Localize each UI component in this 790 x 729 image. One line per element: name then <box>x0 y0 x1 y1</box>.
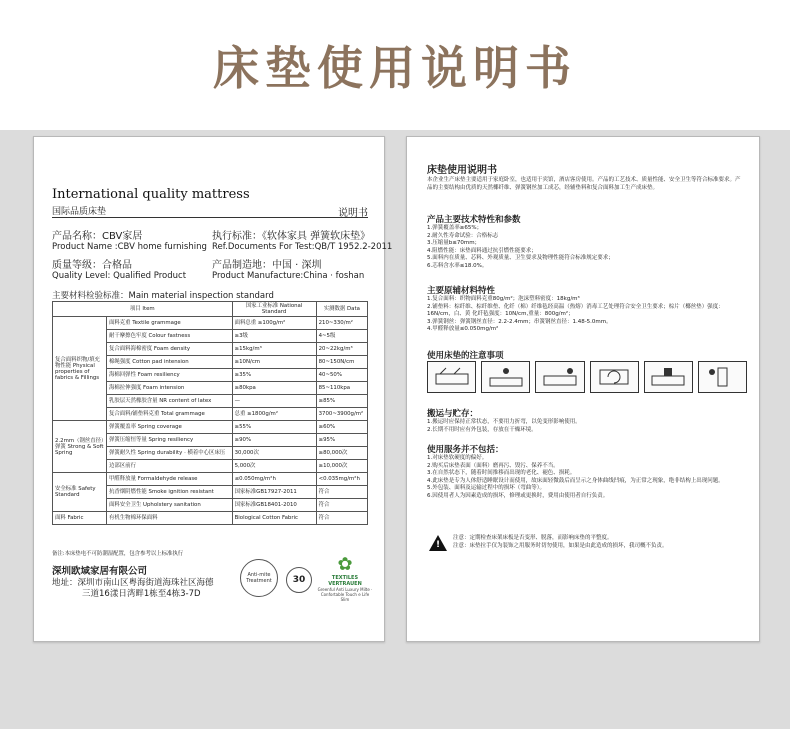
list-item: 3.弹簧钢丝：弹簧钢丝直径：2.2-2.4mm；串簧钢丝直径：1.48-5.0mm。 <box>427 318 612 325</box>
list-item: 2.购买后床垫表面（面料）磨再污、毁污、保养不当。 <box>427 462 559 469</box>
list-item: 1.弹簧覆盖率≥65%； <box>427 225 483 231</box>
table-cell-standard: 面料总重 ≥100g/m² <box>232 317 316 330</box>
table-cell-data: 210~330/m² <box>316 317 367 330</box>
table-cell-standard: — <box>232 395 316 408</box>
table-header-item: 项目 Item <box>53 302 233 317</box>
table-cell-data: 符合 <box>316 486 367 499</box>
list-item: 1.复合面料：织物面料克重80g/m²；泡沫塑料密度：18kg/m³ <box>427 296 580 302</box>
table-cell-item: 海棉回弹性 Foam resiliency <box>107 369 233 382</box>
table-cell-standard: ≥55% <box>232 421 316 434</box>
clean-illustration-icon <box>644 361 693 393</box>
table-cell-data: 20~22kg/m³ <box>316 343 367 356</box>
storage-title: 搬运与贮存： <box>427 409 479 419</box>
table-cell-item: 弹簧耐久性 Spring durability · 横着中心区床压 <box>107 447 233 460</box>
list-item: 4.甲醛释放量≤0.050mg/m² <box>427 326 499 332</box>
table-row <box>53 473 368 486</box>
table-cell-data: ≥85% <box>316 395 367 408</box>
table-cell-data: 3700~3900g/m² <box>316 408 367 421</box>
divider <box>52 217 368 218</box>
origin-cn: 产品制造地：中国 · 深圳 <box>212 260 322 271</box>
table-cell-data: 4~5级 <box>316 330 367 343</box>
table-cell-item: 边部区前行 <box>107 460 233 473</box>
quality-cn: 质量等级：合格品 <box>52 260 132 271</box>
rotate-illustration-icon <box>590 361 639 393</box>
manual-label: 说明书 <box>338 208 368 219</box>
table-cell-standard: 国家标准GB18401-2010 <box>232 499 316 512</box>
quality-info <box>52 260 186 282</box>
table-cell-standard: ≥35% <box>232 369 316 382</box>
list-item: 1.搬运时应保持正常状态，不要用力折弯，以免变形影响使用。 <box>427 419 581 425</box>
warning-text <box>453 535 745 550</box>
material-list <box>427 296 745 334</box>
table-header-data: 实测数据 Data <box>316 302 367 317</box>
table-cell-standard: ≥10N/cm <box>232 356 316 369</box>
list-item: 2.长期不用时应有外包装，存放在干燥环境。 <box>427 426 537 433</box>
table-cell-item: 耐干摩擦色牢度 Colour fastness <box>107 330 233 343</box>
material-title: 主要原辅材料特性 <box>427 286 496 296</box>
product-name-en: Product Name :CBV home furnishing <box>52 242 207 252</box>
table-group-cell: 2.2mm（钢丝直径）弹簧 Strong & Soft Spring <box>53 421 107 473</box>
card-subheading: 国际品质床垫 <box>52 207 107 217</box>
table-cell-data: 85~110kpa <box>316 382 367 395</box>
table-cell-standard: ≤0.050mg/m²h <box>232 473 316 486</box>
service-title: 使用服务并不包括： <box>427 445 504 455</box>
upright-illustration-icon <box>698 361 747 393</box>
table-group-cell: 复合面料织物/填充物性能 Physical properties of fabrics & Fillings <box>53 317 107 421</box>
quality-card <box>33 136 393 642</box>
origin-info <box>212 260 364 282</box>
table-cell-item: 面料安全卫生 Upholstery sanitation <box>107 499 233 512</box>
thirty-badge-icon <box>286 567 312 593</box>
table-cell-standard: 5,000次 <box>232 460 316 473</box>
materials-label: 主要材料检验标准：Main material inspection standard <box>52 291 274 301</box>
table-cell-item: 乳胶层天然橡胶含量 NR content of latex <box>107 395 233 408</box>
textiles-badge-icon <box>317 554 373 602</box>
page-title: 床垫使用说明书 <box>213 41 577 95</box>
table-cell-item: 复合面料海棉密度 Foam density <box>107 343 233 356</box>
table-cell-standard: ≥3级 <box>232 330 316 343</box>
table-cell-standard: ≥90% <box>232 434 316 447</box>
warning-mark-icon: ! <box>436 540 441 550</box>
list-item: 2.耐久性寿命试验：合格标志 <box>427 232 499 239</box>
table-row <box>53 317 368 330</box>
leaf-icon: ✿ <box>337 554 353 575</box>
list-item: 6.芯料含水率≤18.0%。 <box>427 262 488 269</box>
list-item: 4.此床垫是专为人体舒适睡眠设计而使用，故床面轻微鼓后而呈示之身体曲线凹痕，为正常之现象，绝非结构上出现问题。 <box>427 477 724 484</box>
notice-title: 使用床垫的注意事项 <box>427 351 504 361</box>
list-item: 1.对床垫软硬度的偏好。 <box>427 455 488 461</box>
table-cell-item: 弹簧覆盖率 Spring coverage <box>107 421 233 434</box>
table-cell-data: <0.035mg/m²h <box>316 473 367 486</box>
address-line-2: 三道16漾日湾畔1栋至4栋3-7D <box>82 589 201 599</box>
storage-list <box>427 419 745 434</box>
warning-line-1: 注意：定期检查床架床板是否变形、脱落，而影响床垫的平整度。 <box>453 535 613 541</box>
list-item: 3.在自然状态下，随着时间推移而出现的老化、褪色、损耗。 <box>427 470 576 476</box>
table-cell-item: 甲醛释放量 Formaldehyde release <box>107 473 233 486</box>
table-cell-item: 海棉拉伸强度 Foam intension <box>107 382 233 395</box>
table-header-standard: 国家工业标准 National Standard <box>232 302 316 317</box>
product-name-info <box>52 231 207 253</box>
table-row <box>53 512 368 525</box>
list-item: 2.铺垫料：棕纤维、棕纤维垫、化纤（棉）纤维毡经高温（热熔）消毒工艺处理符合安全卫生要求；棕片（椰丝垫）强度：16N/cm，白、黄 化纤毡强度：10N/cm,重量：800g/m²； <box>427 303 724 317</box>
instructions-heading: 床垫使用说明书 <box>427 165 497 176</box>
table-cell-standard: 30,000次 <box>232 447 316 460</box>
company-name: 深圳欧域家居有限公司 <box>52 566 148 577</box>
thirty-badge-text: 30 <box>292 575 306 585</box>
table-cell-item: 棉绳强度 Cotton pad intension <box>107 356 233 369</box>
table-cell-data: 符合 <box>316 499 367 512</box>
table-header-row <box>53 302 368 317</box>
no-sit-edge-illustration-icon <box>535 361 584 393</box>
table-row <box>53 421 368 434</box>
list-item: 5.面料内在质量、芯料、外观质量、卫生要求及物理性能符合标准规定要求； <box>427 255 614 261</box>
table-cell-standard: ≥15kg/m³ <box>232 343 316 356</box>
table-cell-data: ≥95% <box>316 434 367 447</box>
origin-en: Product Manufacture:China · foshan <box>212 271 365 281</box>
company-address <box>52 578 214 600</box>
table-cell-standard: ≥80kpa <box>232 382 316 395</box>
table-cell-item: 有机生物棉环保面料 <box>107 512 233 525</box>
product-name-cn: 产品名称：CBV家居 <box>52 231 143 242</box>
anti-mite-badge-text: Anti-mite Treatment <box>246 572 272 584</box>
list-item: 6.因使用者人为因素造成的损坏，修理或更换时，费用由使用者自行负责。 <box>427 492 609 499</box>
table-cell-standard: 国家标准GB17927-2011 <box>232 486 316 499</box>
intro-text: 本企业生产床垫主要适用于家庭卧室，也适用于宾馆，酒店客房使用。产品的工艺技术、质量性能、安全卫生等符合标准要求。产品的主要结构由优质的天然椰纤维、弹簧钢丝加工成芯，经辅垫料和复合面料加工生产成床垫。 <box>427 177 741 191</box>
card-heading: International quality mattress <box>52 187 250 202</box>
list-item: 4.阻燃性能：床垫面料通过抗引燃性能要求； <box>427 247 537 254</box>
tech-title: 产品主要技术特性和参数 <box>427 215 521 225</box>
table-cell-item: 面料克重 Textile grammage <box>107 317 233 330</box>
address-line-1: 地址：深圳市南山区粤海街道海珠社区海德 <box>52 578 214 588</box>
no-jump-illustration-icon <box>481 361 530 393</box>
table-cell-item: 复合面料/铺垫料克重 Total grammage <box>107 408 233 421</box>
table-cell-data: ≥60% <box>316 421 367 434</box>
textiles-badge-sub: Greenful Anti Luxury Milte · Confortable Touch e Life Slim <box>317 587 373 602</box>
notice-illustrations <box>427 361 747 393</box>
anti-mite-badge-icon <box>240 559 278 597</box>
quality-en: Quality Level: Qualified Product <box>52 271 187 281</box>
standard-en: Ref.Documents For Test:QB/T 1952.2-2011 <box>212 242 393 252</box>
table-cell-data: ≥80,000次 <box>316 447 367 460</box>
table-cell-item: 抗香烟阴燃性能 Smoke ignition resistant <box>107 486 233 499</box>
table-cell-standard: Biological Cotton Fabric <box>232 512 316 525</box>
table-cell-data: 40~50% <box>316 369 367 382</box>
table-cell-data: 80~150N/cm <box>316 356 367 369</box>
textiles-badge-title: TEXTILES VERTRAUEN <box>328 575 362 587</box>
spec-table <box>52 301 368 525</box>
table-cell-standard: 总重 ≥1800g/m² <box>232 408 316 421</box>
table-cell-data: 符合 <box>316 512 367 525</box>
no-fold-illustration-icon <box>427 361 476 393</box>
table-cell-item: 弹簧压缩恒等量 Spring resiliency <box>107 434 233 447</box>
table-group-cell: 面料 Fabric <box>53 512 107 525</box>
instructions-card <box>406 136 760 642</box>
list-item: 5.外包装、面料及运输过程中的损坏（弯曲等）。 <box>427 485 545 491</box>
service-list <box>427 455 745 500</box>
warning-line-2: 注意：床垫拉手仅为装饰之用服务时切勿使用，如果是由此造成的损坏，我司概不负责。 <box>453 542 668 549</box>
standard-info <box>212 231 392 253</box>
table-group-cell: 安全标准 Safety Standard <box>53 473 107 512</box>
table-note: 备注:本床垫电不可防潮湿配置，包含参考以上标准执行 <box>52 551 184 557</box>
tech-list <box>427 225 745 270</box>
table-cell-data: ≥10,000次 <box>316 460 367 473</box>
standard-cn: 执行标准：《软体家具 弹簧软床垫》 <box>212 231 371 242</box>
list-item: 3.压缩量b≤70mm； <box>427 240 481 246</box>
